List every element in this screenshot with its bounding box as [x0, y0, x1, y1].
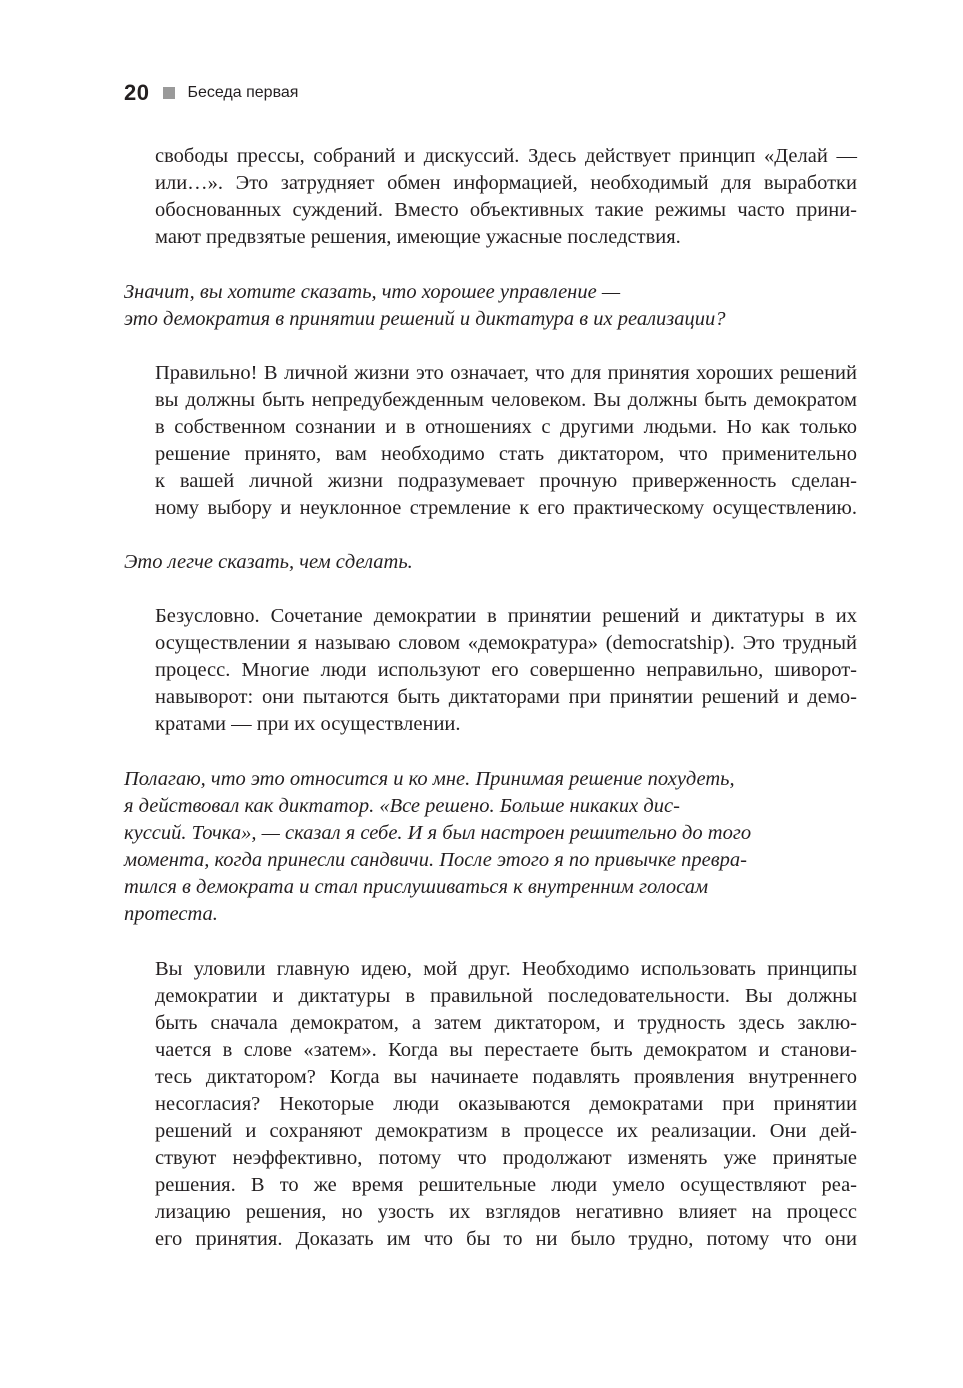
- text-line: несогласия? Некоторые люди оказываются демократами при принятии: [155, 1093, 857, 1115]
- text-line: обоснованных суждений. Вместо объективных такие режимы часто прини-: [155, 199, 857, 221]
- text-line: момента, когда принесли сандвичи. После этого я по привычке превра-: [124, 849, 747, 871]
- text-line: Вы уловили главную идею, мой друг. Необходимо использовать принципы: [155, 958, 857, 980]
- text-line: куссий. Точка», — сказал я себе. И я был настроен решительно до того: [124, 822, 752, 844]
- text-line: навыворот: они пытаются быть диктаторами при принятии решений и демо-: [155, 686, 857, 708]
- text-line: или…». Это затрудняет обмен информацией, необходимый для выработки: [155, 172, 857, 194]
- text-line: демократии и диктатуры в правильной последовательности. Вы должны: [155, 985, 857, 1007]
- header-separator-square: [163, 87, 175, 99]
- text-line: Безусловно. Сочетание демократии в принятии решений и диктатуры в их: [155, 605, 857, 627]
- section-title: Беседа первая: [187, 84, 299, 101]
- text-line: Это легче сказать, чем сделать.: [124, 551, 413, 573]
- text-line: процесс. Многие люди используют его совершенно неправильно, шиворот-: [155, 659, 857, 681]
- text-line: чается в слове «затем». Когда вы перестаете быть демократом и станови-: [155, 1039, 857, 1061]
- page-number: 20: [124, 80, 150, 105]
- text-line: Правильно! В личной жизни это означает, что для принятия хороших решений: [155, 362, 857, 384]
- text-line: решение принято, вам необходимо стать диктатором, что применительно: [155, 443, 857, 465]
- text-line: лизацию решения, но узость их взглядов негативно влияет на процесс: [155, 1201, 857, 1223]
- text-line: осуществлении я называю словом «демократура» (democratship). Это трудный: [155, 632, 857, 654]
- text-line: тесь диктатором? Когда вы начинаете подавлять проявления внутреннего: [155, 1066, 857, 1088]
- text-line: решений и сохраняют демократизм в процессе их реализации. Они дей-: [155, 1120, 857, 1142]
- text-line: вы должны быть непредубежденным человеком. Вы должны быть демократом: [155, 389, 857, 411]
- text-line: к вашей личной жизни подразумевает прочную приверженность сделан-: [155, 470, 857, 492]
- text-line: ному выбору и неуклонное стремление к его практическому осуществлению.: [155, 497, 857, 519]
- text-line: решения. В то же время решительные люди умело осуществляют реа-: [155, 1174, 857, 1196]
- text-line: тился в демократа и стал прислушиваться к внутренним голосам: [124, 876, 709, 898]
- text-line: протеста.: [124, 903, 218, 925]
- text-line: Полагаю, что это относится и ко мне. Принимая решение похудеть,: [124, 768, 735, 790]
- text-line: я действовал как диктатор. «Все решено. Больше никаких дис-: [124, 795, 680, 817]
- text-line: свободы прессы, собраний и дискуссий. Здесь действует принцип «Делай —: [155, 145, 857, 167]
- text-line: быть сначала демократом, а затем диктатором, и трудность здесь заклю-: [155, 1012, 857, 1034]
- text-line: кратами — при их осуществлении.: [155, 713, 461, 735]
- text-line: Значит, вы хотите сказать, что хорошее управление —: [124, 281, 621, 303]
- running-header: [124, 78, 298, 108]
- text-line: ствуют неэффективно, потому что продолжают изменять уже принятые: [155, 1147, 857, 1169]
- text-line: его принятия. Доказать им что бы то ни было трудно, потому что они: [155, 1228, 857, 1250]
- text-line: в собственном сознании и в отношениях с другими людьми. Но как только: [155, 416, 857, 438]
- text-line: мают предвзятые решения, имеющие ужасные последствия.: [155, 226, 681, 248]
- text-line: это демократия в принятии решений и диктатура в их реализации?: [124, 308, 726, 330]
